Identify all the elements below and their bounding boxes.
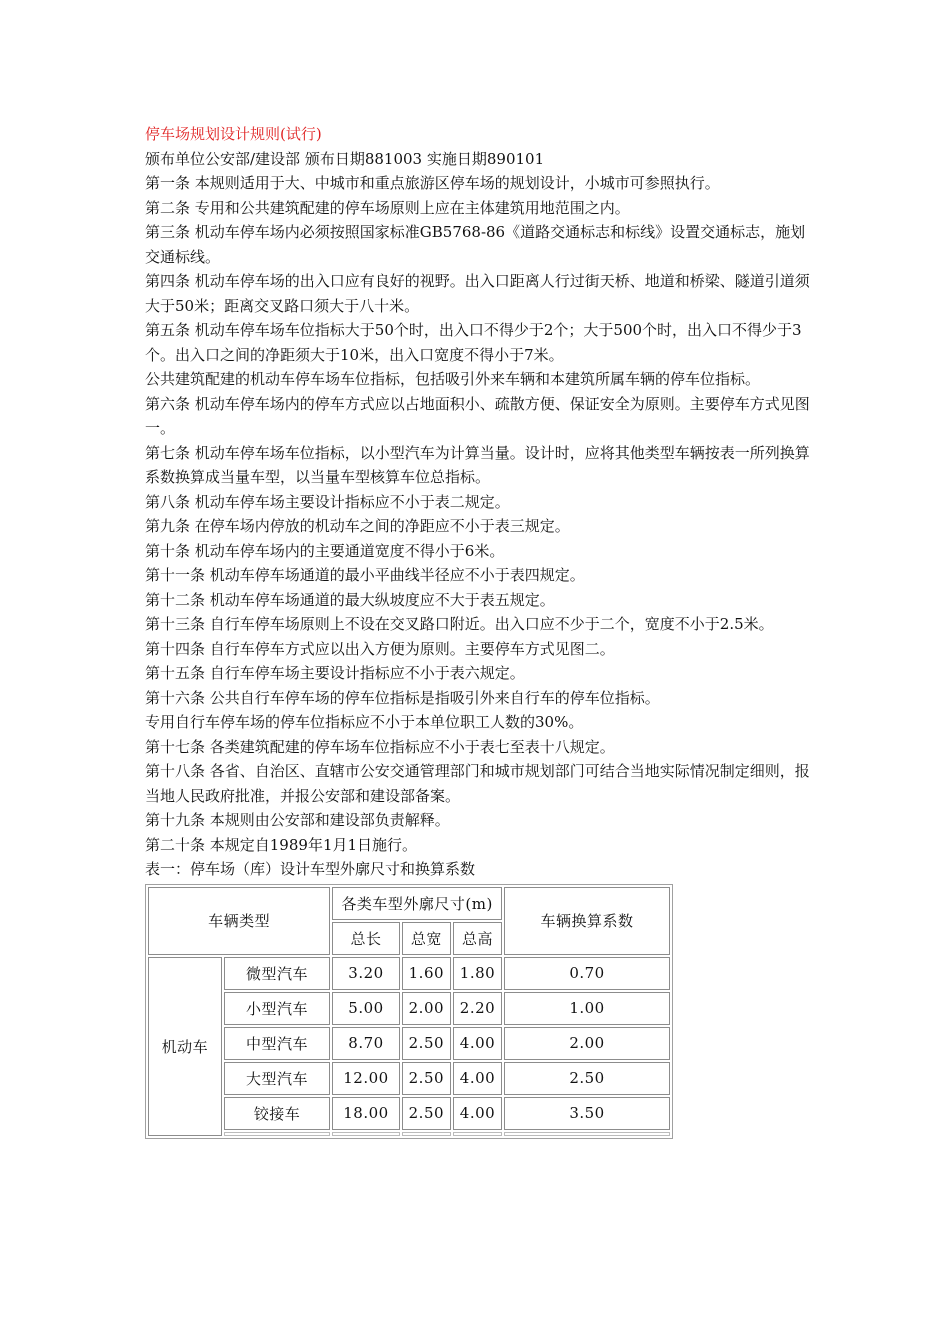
article-17: 第十七条 各类建筑配建的停车场车位指标应不小于表七至表十八规定。 — [145, 737, 615, 756]
cell-empty — [504, 1132, 670, 1136]
article-11: 第十一条 机动车停车场通道的最小平曲线半径应不小于表四规定。 — [145, 566, 585, 584]
cell-empty — [453, 1132, 502, 1136]
cell-empty — [402, 1132, 451, 1136]
table-row — [148, 1097, 670, 1130]
table-trailing-row — [148, 1132, 670, 1136]
article-list — [145, 147, 815, 858]
article-1: 第一条 本规则适用于大、中城市和重点旅游区停车场的规划设计，小城市可参照执行。 — [145, 174, 720, 192]
article-18: 第十八条 各省、自治区、直辖市公安交通管理部门和城市规划部门可结合当地实际情况制定细则，报当地人民政府批准，并报公安部和建设部备案。 — [145, 762, 810, 805]
article-2: 第二条 专用和公共建筑配建的停车场原则上应在主体建筑用地范围之内。 — [145, 198, 630, 217]
cell-coefficient: 1.00 — [504, 992, 670, 1025]
cell-height: 4.00 — [453, 1062, 502, 1095]
cell-width: 1.60 — [402, 957, 451, 990]
article-3: 第三条 机动车停车场内必须按照国家标准GB5768-86《道路交通标志和标线》设置交通标志，施划交通标线。 — [145, 223, 806, 266]
header-height: 总高 — [453, 922, 502, 955]
article-6: 第六条 机动车停车场内的停车方式应以占地面积小、疏散方便、保证安全为原则。主要停车方式见图一。 — [145, 394, 810, 437]
group-motor-vehicle: 机动车 — [148, 957, 222, 1136]
article-7: 第七条 机动车停车场车位指标，以小型汽车为计算当量。设计时，应将其他类型车辆按表一所列换算系数换算成当量车型，以当量车型核算车位总指标。 — [145, 443, 810, 486]
table-row — [148, 1027, 670, 1060]
cell-length: 8.70 — [332, 1027, 400, 1060]
cell-length: 3.20 — [332, 957, 400, 990]
article-16-note: 专用自行车停车场的停车位指标应不小于本单位职工人数的30%。 — [145, 713, 584, 731]
header-vehicle-type: 车辆类型 — [148, 887, 330, 955]
article-14: 第十四条 自行车停车方式应以出入方便为原则。主要停车方式见图二。 — [145, 639, 615, 658]
cell-type: 小型汽车 — [224, 992, 330, 1025]
cell-length: 5.00 — [332, 992, 400, 1025]
cell-height: 4.00 — [453, 1027, 502, 1060]
article-15: 第十五条 自行车停车场主要设计指标应不小于表六规定。 — [145, 664, 525, 682]
article-10: 第十条 机动车停车场内的主要通道宽度不得小于6米。 — [145, 541, 505, 560]
paragraph-issuer: 颁布单位公安部/建设部 颁布日期881003 实施日期890101 — [145, 149, 545, 168]
header-coefficient: 车辆换算系数 — [504, 887, 670, 955]
cell-height: 1.80 — [453, 957, 502, 990]
cell-width: 2.50 — [402, 1062, 451, 1095]
article-5: 第五条 机动车停车场车位指标大于50个时，出入口不得少于2个；大于500个时，出入口不得少于3个。出入口之间的净距须大于10米，出入口宽度不得小于7米。 — [145, 321, 802, 364]
article-12: 第十二条 机动车停车场通道的最大纵坡度应不大于表五规定。 — [145, 590, 555, 609]
cell-type: 铰接车 — [224, 1097, 330, 1130]
cell-length: 12.00 — [332, 1062, 400, 1095]
header-dimensions: 各类车型外廓尺寸(m) — [332, 887, 502, 920]
article-8: 第八条 机动车停车场主要设计指标应不小于表二规定。 — [145, 492, 510, 511]
table-row — [148, 1062, 670, 1095]
article-20: 第二十条 本规定自1989年1月1日施行。 — [145, 835, 418, 854]
table-header-row — [148, 887, 670, 920]
header-length: 总长 — [332, 922, 400, 955]
document-title: 停车场规划设计规则(试行) — [145, 125, 322, 143]
article-5-note: 公共建筑配建的机动车停车场车位指标，包括吸引外来车辆和本建筑所属车辆的停车位指标。 — [145, 370, 761, 388]
cell-height: 2.20 — [453, 992, 502, 1025]
cell-width: 2.50 — [402, 1027, 451, 1060]
article-13: 第十三条 自行车停车场原则上不设在交叉路口附近。出入口应不少于二个，宽度不小于2.5米。 — [145, 615, 774, 633]
table-row — [148, 957, 670, 990]
article-19: 第十九条 本规则由公安部和建设部负责解释。 — [145, 811, 450, 829]
cell-length: 18.00 — [332, 1097, 400, 1130]
cell-empty — [332, 1132, 400, 1136]
vehicle-size-table — [145, 884, 673, 1139]
article-4: 第四条 机动车停车场的出入口应有良好的视野。出入口距离人行过街天桥、地道和桥梁、隧道引道须大于50米；距离交叉路口须大于八十米。 — [145, 272, 810, 315]
table-caption: 表一：停车场（库）设计车型外廓尺寸和换算系数 — [145, 860, 476, 878]
cell-type: 中型汽车 — [224, 1027, 330, 1060]
table-wrapper — [145, 884, 673, 1139]
cell-width: 2.50 — [402, 1097, 451, 1130]
cell-type: 微型汽车 — [224, 957, 330, 990]
cell-coefficient: 3.50 — [504, 1097, 670, 1130]
article-16: 第十六条 公共自行车停车场的停车位指标是指吸引外来自行车的停车位指标。 — [145, 688, 660, 707]
cell-empty — [224, 1132, 330, 1136]
article-9: 第九条 在停车场内停放的机动车之间的净距应不小于表三规定。 — [145, 517, 570, 535]
cell-height: 4.00 — [453, 1097, 502, 1130]
document-page — [145, 122, 815, 1139]
cell-coefficient: 0.70 — [504, 957, 670, 990]
header-width: 总宽 — [402, 922, 451, 955]
cell-coefficient: 2.50 — [504, 1062, 670, 1095]
cell-width: 2.00 — [402, 992, 451, 1025]
cell-coefficient: 2.00 — [504, 1027, 670, 1060]
table-row — [148, 992, 670, 1025]
cell-type: 大型汽车 — [224, 1062, 330, 1095]
